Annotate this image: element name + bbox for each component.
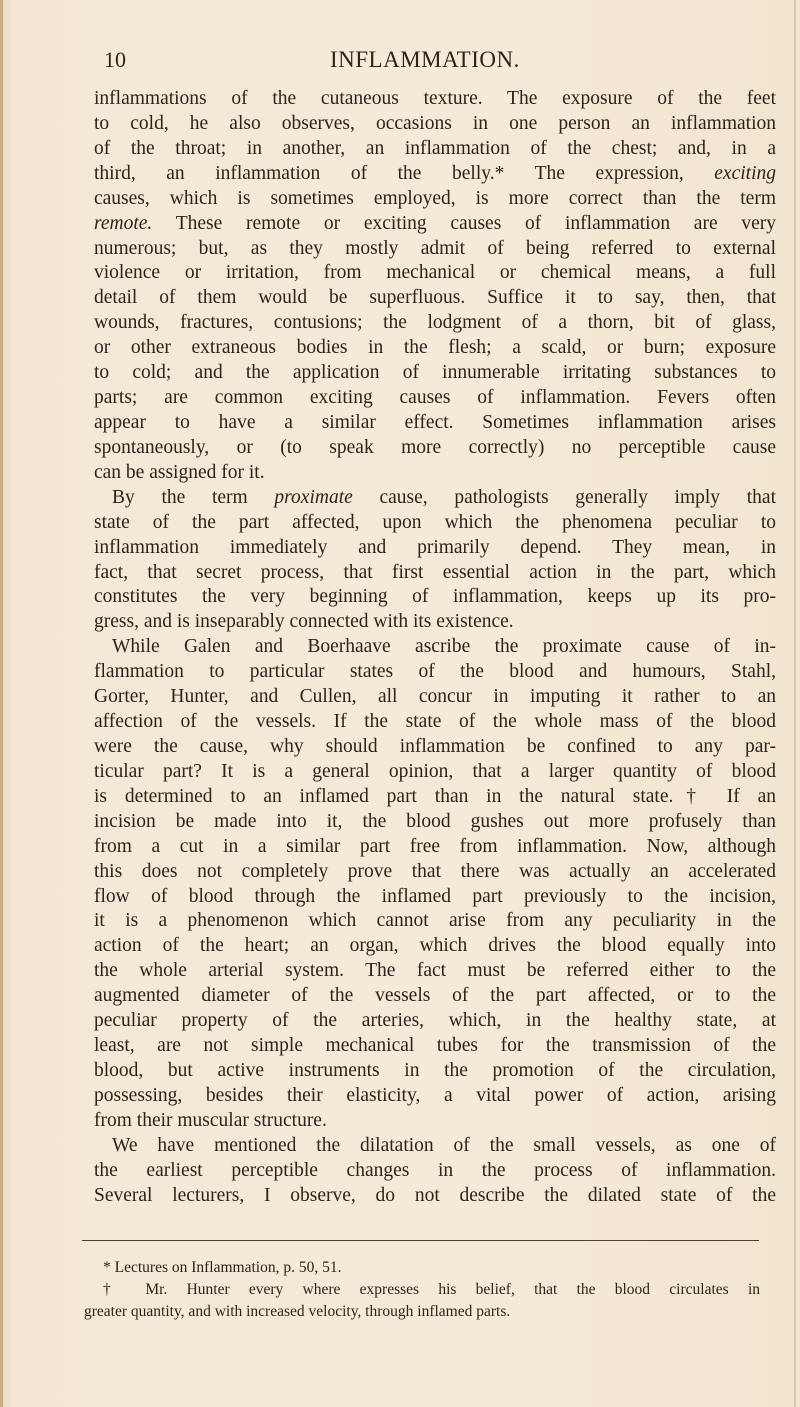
text-line: state of the part affected, upon which the phenomena peculiar to	[94, 511, 776, 533]
text-line: gress, and is inseparably connected with its existence.	[94, 611, 514, 633]
text-line: this does not completely prove that there was actually an accelerated	[94, 860, 776, 882]
text-line: parts; are common exciting causes of inflammation. Fevers often	[94, 387, 776, 409]
footnotes	[84, 1257, 760, 1323]
text-line: While Galen and Boerhaave ascribe the proximate cause of in-	[112, 636, 776, 658]
text-line: By the term proximate cause, pathologists generally imply that	[112, 486, 776, 508]
text-line: appear to have a similar effect. Sometimes inflammation arises	[94, 411, 776, 433]
italic-term: proximate	[274, 486, 353, 508]
italic-term: remote.	[94, 212, 153, 234]
text-line: causes, which is sometimes employed, is more correct than the term	[94, 187, 776, 209]
page-right-edge	[794, 0, 796, 1407]
footnote-line: * Lectures on Inflammation, p. 50, 51.	[103, 1259, 342, 1276]
text-line: possessing, besides their elasticity, a vital power of action, arising	[94, 1084, 776, 1106]
text-line: least, are not simple mechanical tubes for the transmission of the	[94, 1035, 776, 1057]
body-text	[94, 87, 776, 1208]
text-line: from a cut in a similar part free from inflammation. Now, although	[94, 835, 776, 857]
text-line: flow of blood through the inflamed part previously to the incision,	[94, 885, 776, 907]
text-line: to cold, he also observes, occasions in one person an inflammation	[94, 112, 776, 134]
text-line: constitutes the very beginning of inflammation, keeps up its pro-	[94, 586, 776, 608]
text-line: from their muscular structure.	[94, 1109, 327, 1131]
text-line: action of the heart; an organ, which drives the blood equally into	[94, 935, 776, 957]
text-line: can be assigned for it.	[94, 461, 265, 483]
text-line: the earliest perceptible changes in the process of inflammation.	[94, 1159, 776, 1181]
text-line: fact, that secret process, that first essential action in the part, which	[94, 561, 776, 583]
text-line: it is a phenomenon which cannot arise from any peculiarity in the	[94, 910, 776, 932]
text-line: wounds, fractures, contusions; the lodgment of a thorn, bit of glass,	[94, 312, 776, 334]
text-line: ticular part? It is a general opinion, that a larger quantity of blood	[94, 760, 776, 782]
page-left-edge	[0, 0, 3, 1407]
text-line: remote. These remote or exciting causes of inflammation are very	[94, 212, 776, 234]
text-line: the whole arterial system. The fact must be referred either to the	[94, 960, 776, 982]
page-number: 10	[104, 47, 126, 72]
text-line: Gorter, Hunter, and Cullen, all concur in imputing it rather to an	[94, 686, 776, 708]
text-line: Several lecturers, I observe, do not describe the dilated state of the	[94, 1184, 776, 1206]
running-title: INFLAMMATION.	[330, 47, 520, 72]
text-line: inflammations of the cutaneous texture. The exposure of the feet	[94, 88, 776, 109]
text-line: augmented diameter of the vessels of the part affected, or to the	[94, 985, 776, 1007]
text-line: of the throat; in another, an inflammation of the chest; and, in a	[94, 137, 776, 159]
text-line: were the cause, why should inflammation be confined to any par-	[94, 735, 776, 757]
text-line: numerous; but, as they mostly admit of being referred to external	[94, 237, 776, 259]
text-line: violence or irritation, from mechanical or chemical means, a full	[94, 262, 776, 284]
text-line: peculiar property of the arteries, which, in the healthy state, at	[94, 1010, 776, 1032]
footnote-line: greater quantity, and with increased velocity, through inflamed parts.	[84, 1303, 511, 1320]
text-line: to cold; and the application of innumerable irritating substances to	[94, 362, 776, 384]
text-line: spontaneously, or (to speak more correctly) no perceptible cause	[94, 436, 776, 458]
text-line: is determined to an inflamed part than in the natural state.† If an	[94, 785, 776, 807]
footnote-line: † Mr. Hunter every where expresses his belief, that the blood circulates in	[103, 1281, 760, 1298]
text-line: We have mentioned the dilatation of the small vessels, as one of	[112, 1134, 776, 1156]
text-line: or other extraneous bodies in the flesh; a scald, or burn; exposure	[94, 337, 776, 359]
text-line: flammation to particular states of the blood and humours, Stahl,	[94, 661, 776, 683]
text-line: affection of the vessels. If the state of the whole mass of the blood	[94, 711, 776, 733]
text-line: inflammation immediately and primarily depend. They mean, in	[94, 536, 776, 558]
text-line: third, an inflammation of the belly.* The expression, exciting	[94, 162, 776, 184]
italic-term: exciting	[714, 162, 776, 184]
text-line: incision be made into it, the blood gushes out more profusely than	[94, 810, 776, 832]
text-line: detail of them would be superfluous. Suffice it to say, then, that	[94, 287, 776, 309]
footnote-divider	[82, 1240, 759, 1241]
text-line: blood, but active instruments in the promotion of the circulation,	[94, 1059, 776, 1081]
